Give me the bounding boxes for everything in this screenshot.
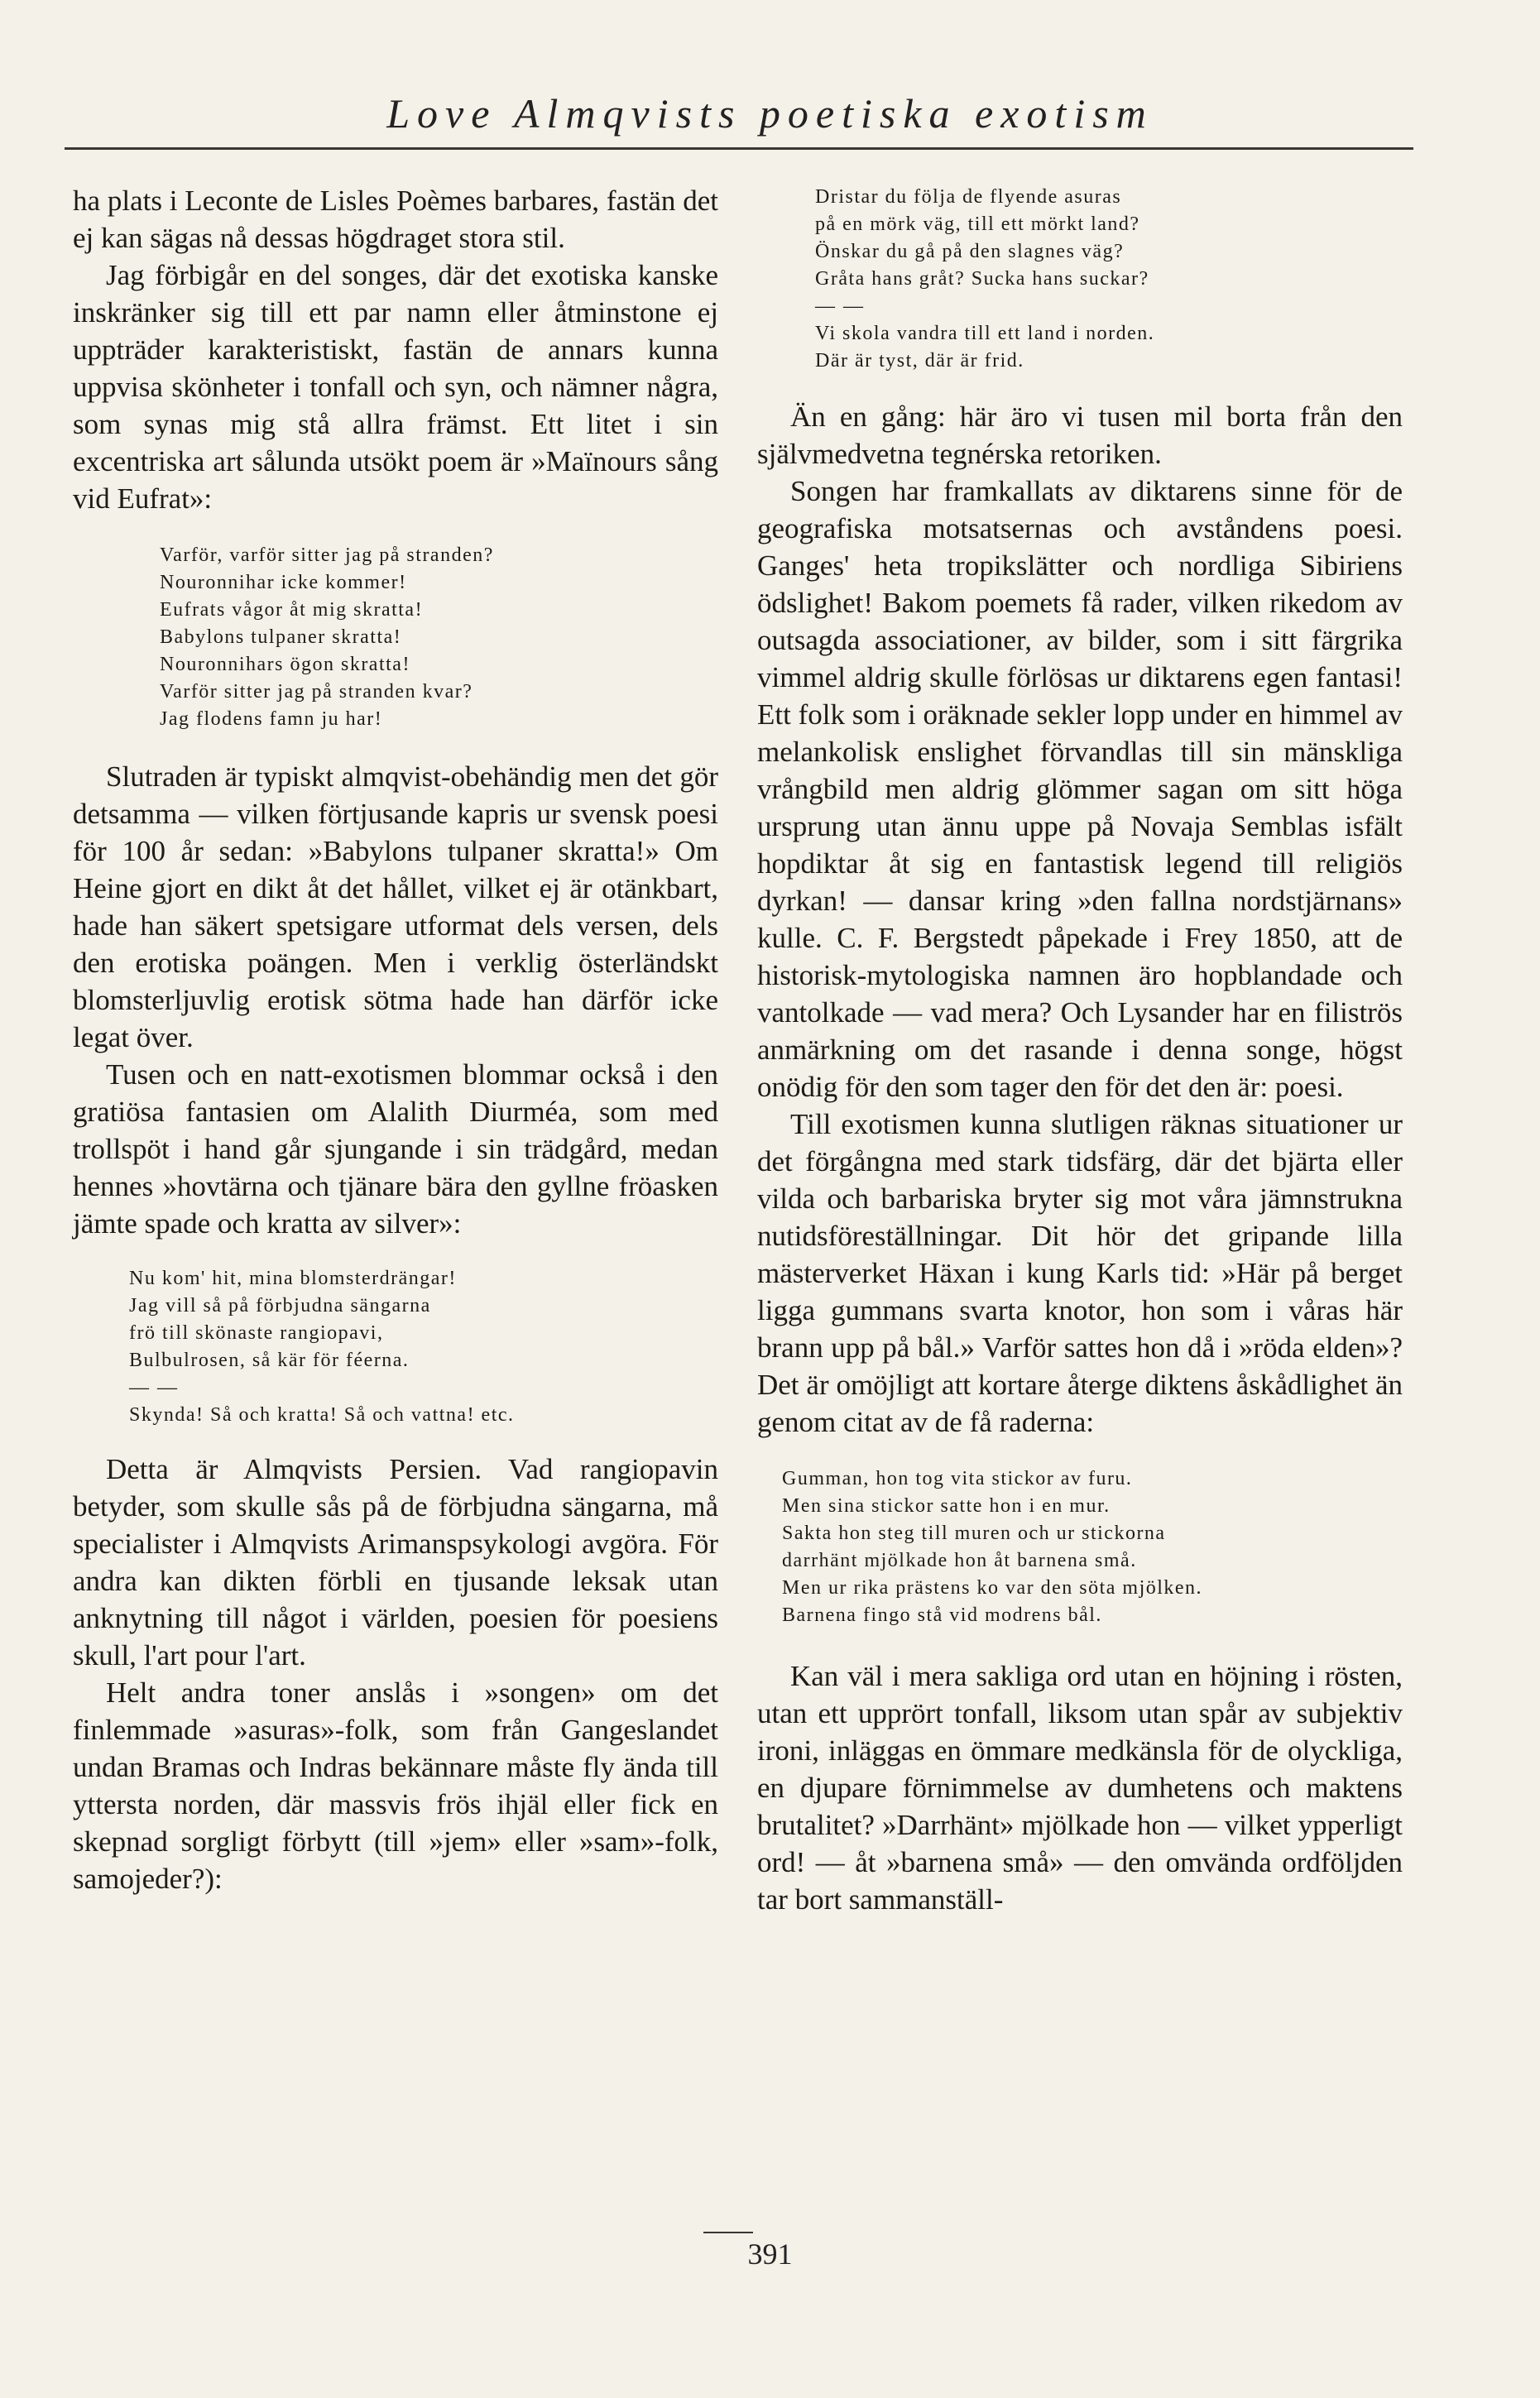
poem-block xyxy=(782,1465,1403,1629)
poem-line: Gumman, hon tog vita stickor av furu. xyxy=(782,1468,1133,1489)
poem-line: Babylons tulpaner skratta! xyxy=(160,626,402,648)
poem-line: Bulbulrosen, så kär för féerna. xyxy=(129,1350,410,1371)
poem-line: Önskar du gå på den slagnes väg? xyxy=(815,241,1125,262)
poem-block xyxy=(815,184,1403,375)
running-header: Love Almqvists poetiska exotism xyxy=(386,90,1154,137)
header-rule xyxy=(65,147,1413,150)
poem-line: Nu kom' hit, mina blomsterdrängar! xyxy=(129,1268,457,1289)
paragraph: Slutraden är typiskt almqvist-obehändig men det gör detsamma — vilken förtjusande kapris ur svensk poesi för 100 år sedan: »Babylons tulpaner skratta!» Om Heine gjort en dikt åt det hållet, vilket ej är otänkbart, hade han säkert spetsigare utformat dels versen, dels den erotiska poängen. Men i verklig österländskt blomsterljuvlig erotisk sötma hade han därför icke legat över. xyxy=(73,760,718,1053)
page-number: 391 xyxy=(747,2237,793,2271)
poem-line: darrhänt mjölkade hon åt barnena små. xyxy=(782,1550,1137,1571)
paragraph: Songen har framkallats av diktarens sinne för de geografiska motsatsernas och avståndens poesi. Ganges' heta tropikslätter och nordliga Sibiriens ödslighet! Bakom poemets få rader, vilken rikedom av outsagda associationer, av bilder, som i sitt färgrika vimmel aldrig skulle förlösas ur diktarens egen fantasi! Ett folk som i oräknade sekler lopp under en himmel av melankolisk enslighet förvandlas till sin mänskliga vrångbild men aldrig glömmer sagan om sitt höga ursprung utan ännu uppe på Novaja Semblas isfält hopdiktar åt sig en fantastisk legend till religiös dyrkan! — dansar kring »den fallna nordstjärnans» kulle. C. F. Bergstedt påpekade i Frey 1850, att de historisk-mytologiska namnen äro hopblandade och vantolkade — vad mera? Och Lysander har en filiströs anmärkning om det rasande i denna songe, högst onödig för den som tager den för det den är: poesi. xyxy=(757,475,1403,1103)
poem-separator: — — xyxy=(815,295,865,317)
poem-line: Nouronnihar icke kommer! xyxy=(160,572,407,593)
poem-line: Eufrats vågor åt mig skratta! xyxy=(160,599,424,621)
poem-line: Jag vill så på förbjudna sängarna xyxy=(129,1295,431,1317)
paragraph: Detta är Almqvists Persien. Vad rangiopavin betyder, som skulle sås på de förbjudna sängarna, må specialister i Almqvists Arimanspsykologi avgöra. För andra kan dikten förbli en tjusande leksak utan anknytning till något i världen, poesien för poesiens skull, l'art pour l'art. xyxy=(73,1453,718,1671)
paragraph: Än en gång: här äro vi tusen mil borta från den självmedvetna tegnérska retoriken. xyxy=(757,400,1403,470)
paragraph: Tusen och en natt-exotismen blommar också i den gratiösa fantasien om Alalith Diurméa, som med trollspöt i hand går sjungande i sin trädgård, medan hennes »hovtärna och tjänare bära den gyllne fröasken jämte spade och kratta av silver»: xyxy=(73,1058,718,1240)
poem-line: Vi skola vandra till ett land i norden. xyxy=(815,323,1155,344)
paragraph: ha plats i Leconte de Lisles Poèmes barbares, fastän det ej kan sägas nå dessas högdraget stora stil. xyxy=(73,185,718,254)
poem-line: Sakta hon steg till muren och ur stickorna xyxy=(782,1523,1166,1544)
paragraph: Kan väl i mera sakliga ord utan en höjning i rösten, utan ett upprört tonfall, liksom utan spår av subjektiv ironi, inläggas en ömmare medkänsla för de olyckliga, en djupare förnimmelse av dumhetens och maktens brutalitet? »Darrhänt» mjölkade hon — vilket ypperligt ord! — åt »barnena små» — den omvända ordföljden tar bort sammanställ- xyxy=(757,1660,1403,1916)
poem-line: Skynda! Så och kratta! Så och vattna! etc. xyxy=(129,1404,515,1426)
paragraph: Till exotismen kunna slutligen räknas situationer ur det förgångna med stark tidsfärg, där det bjärta eller vilda och barbariska bryter sig mot våra jämnstrukna nutidsföreställningar. Dit hör det gripande lilla mästerverket Häxan i kung Karls tid: »Här på berget ligga gummans svarta knotor, hon som i våras här brann upp på bål.» Varför sattes hon då i »röda elden»? Det är omöjligt att kortare återge diktens åskådlighet än genom citat av de få raderna: xyxy=(757,1108,1403,1438)
poem-line: frö till skönaste rangiopavi, xyxy=(129,1322,384,1344)
poem-line: Nouronnihars ögon skratta! xyxy=(160,654,410,675)
poem-line: Men sina stickor satte hon i en mur. xyxy=(782,1495,1111,1517)
poem-line: Dristar du följa de flyende asuras xyxy=(815,186,1122,208)
page-number-rule xyxy=(703,2232,753,2233)
left-column xyxy=(73,182,718,1897)
poem-line: Gråta hans gråt? Sucka hans suckar? xyxy=(815,268,1149,290)
poem-separator: — — xyxy=(129,1377,179,1398)
paragraph: Jag förbigår en del songes, där det exotiska kanske inskränker sig till ett par namn eller åtminstone ej uppträder karakteristiskt, fastän de annars kunna uppvisa skönheter i tonfall och syn, och nämner några, som synas mig stå allra främst. Ett litet i sin excentriska art sålunda utsökt poem är »Maïnours sång vid Eufrat»: xyxy=(73,259,718,515)
right-column xyxy=(757,182,1403,1918)
paragraph: Helt andra toner anslås i »songen» om det finlemmade »asuras»-folk, som från Gangeslandet undan Bramas och Indras bekännare måste fly ända till yttersta norden, där massvis frös ihjäl eller fick en skepnad sorgligt förbytt (till »jem» eller »sam»-folk, samojeder?): xyxy=(73,1676,718,1895)
poem-line: Varför, varför sitter jag på stranden? xyxy=(160,544,494,566)
poem-block xyxy=(160,542,718,733)
poem-line: Där är tyst, där är frid. xyxy=(815,350,1024,372)
poem-line: på en mörk väg, till ett mörkt land? xyxy=(815,213,1140,235)
poem-line: Barnena fingo stå vid modrens bål. xyxy=(782,1604,1102,1626)
poem-line: Varför sitter jag på stranden kvar? xyxy=(160,681,473,703)
poem-block xyxy=(129,1265,718,1429)
poem-line: Men ur rika prästens ko var den söta mjölken. xyxy=(782,1577,1203,1599)
poem-line: Jag flodens famn ju har! xyxy=(160,708,383,730)
